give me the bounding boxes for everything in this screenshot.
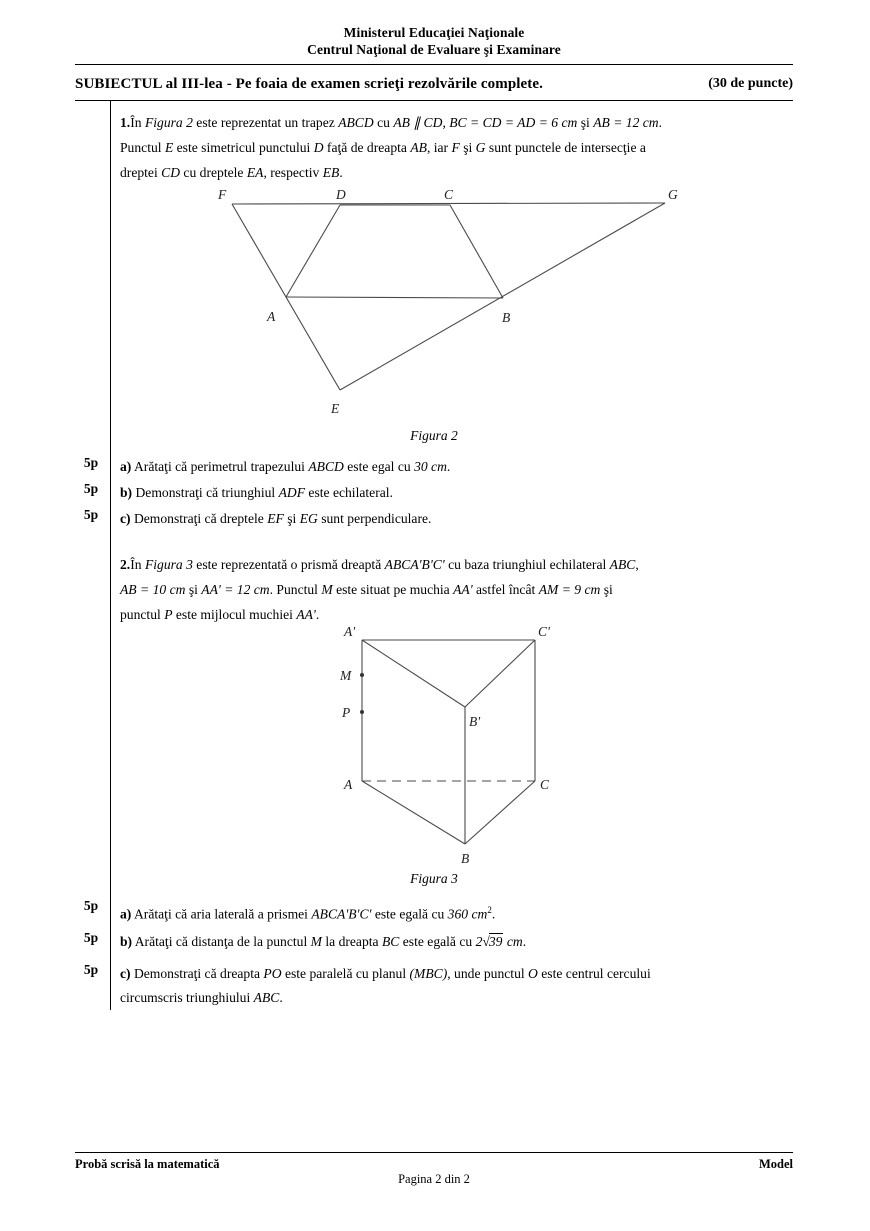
figure3-label-M: M — [340, 668, 352, 683]
p2-prism: ABCA'B'C' — [384, 557, 445, 572]
a2c-t3: , unde punctul — [447, 966, 529, 981]
a1a-t3: . — [446, 459, 451, 474]
p2-t1: În — [130, 557, 145, 572]
segment-BpCp — [465, 640, 535, 707]
p1-figure-ref: Figura 2 — [144, 115, 193, 130]
p1-pt-G: G — [475, 140, 486, 155]
figure3-label-Bprime: B' — [469, 714, 481, 729]
p2-len-AM: AM = 9 cm — [538, 582, 601, 597]
a2c-l2m: ABC — [253, 990, 280, 1005]
a2b-radical-coef: 2 — [475, 934, 483, 949]
figure-2-caption: Figura 2 — [410, 428, 458, 443]
answer-text-2b — [120, 930, 788, 954]
segment-AB-base — [362, 781, 465, 844]
figure2-label-C: C — [444, 187, 454, 202]
p2-t4: , — [635, 557, 639, 572]
figure3-label-B: B — [461, 851, 470, 866]
p1-l2a: Punctul — [120, 140, 165, 155]
point-M-dot — [360, 673, 364, 677]
a2b-t1: Arătaţi că distanţa de la punctul — [132, 934, 311, 949]
p1-lengths-2: AB = 12 cm — [593, 115, 659, 130]
p1-t6: . — [658, 115, 663, 130]
footer-left-text: Probă scrisă la matematică — [75, 1157, 220, 1171]
p1-l2c: faţă de dreapta — [323, 140, 411, 155]
label-1a: a) — [120, 459, 132, 474]
points-1a: 5p — [83, 455, 99, 470]
label-1c: c) — [120, 511, 131, 526]
a1a-t2: este egal cu — [343, 459, 415, 474]
p2-t3: cu baza triunghiul echilateral — [444, 557, 610, 572]
a2b-unit: cm — [503, 934, 523, 949]
a1b-t1: Demonstraţi că triunghiul — [132, 485, 279, 500]
figure2-label-E: E — [331, 401, 340, 416]
a2c-l2a: circumscris triunghiului — [120, 990, 254, 1005]
p1-lengths-1: BC = CD = AD = 6 cm — [449, 115, 578, 130]
label-2a: a) — [120, 906, 132, 922]
points-2c: 5p — [83, 962, 99, 977]
subject-title: SUBIECTUL al III-lea - Pe foaia de examen scrieţi rezolvările complete. — [75, 75, 543, 92]
figure2-label-F: F — [218, 187, 227, 202]
a2b-t4: . — [522, 934, 527, 949]
a1c-m1: EF — [267, 511, 284, 526]
a2c-m1: PO — [263, 966, 282, 981]
answer-text-2c — [120, 962, 788, 1010]
a1a-m1: ABCD — [308, 459, 344, 474]
label-1b: b) — [120, 485, 133, 500]
p1-t2: este reprezentat un trapez — [192, 115, 339, 130]
a2a-m1: ABCA'B'C' — [311, 906, 372, 922]
p2-l3c: . — [315, 607, 320, 622]
a1b-m1: ADF — [278, 485, 306, 500]
a1a-m2: 30 cm — [414, 459, 447, 474]
p2-t2: este reprezentată o prismă dreaptă — [192, 557, 385, 572]
p2-l3a: punctul — [120, 607, 165, 622]
p1-pt-E: E — [164, 140, 174, 155]
p1-parallel: AB ∥ CD — [393, 115, 443, 130]
problem-1-number: 1. — [120, 115, 131, 130]
a2c-m2: (MBC) — [409, 966, 448, 981]
p1-l2b: este simetricul punctului — [173, 140, 314, 155]
a2b-m2: BC — [381, 934, 400, 949]
center-line: Centrul Naţional de Evaluare şi Examinare — [307, 42, 561, 57]
p2-l2b: şi — [185, 582, 202, 597]
a1b-t2: este echilateral. — [305, 485, 393, 500]
points-2b: 5p — [83, 930, 99, 945]
p2-l2e: este situat pe muchia — [332, 582, 454, 597]
p1-l3d: . — [339, 165, 343, 180]
p1-quad: ABCD — [338, 115, 374, 130]
points-1c: 5p — [83, 507, 99, 522]
ministry-line: Ministerul Educaţiei Naţionale — [343, 25, 525, 40]
p1-t4: , — [442, 115, 450, 130]
footer-page-number: Pagina 2 din 2 — [398, 1172, 470, 1186]
points-1b: 5p — [83, 481, 99, 496]
figure2-label-D: D — [336, 187, 346, 202]
p2-l2c: AA' = 12 cm — [201, 582, 270, 597]
a2b-t3: este egală cu — [399, 934, 476, 949]
footer-row — [75, 1157, 793, 1172]
p1-seg-EB: EB — [322, 165, 340, 180]
a1a-t1: Arătaţi că perimetrul trapezului — [131, 459, 309, 474]
figure2-label-G: G — [668, 187, 678, 202]
p2-edge-AAp: AA' — [453, 582, 473, 597]
footer-right-text: Model — [758, 1157, 793, 1171]
p1-l3a: dreptei — [120, 165, 162, 180]
answer-text-2a — [120, 898, 788, 927]
label-2b: b) — [120, 934, 133, 949]
p2-l3b: este mijlocul muchiei — [172, 607, 297, 622]
label-2c: c) — [120, 966, 131, 981]
footer-rule — [75, 1152, 793, 1153]
a2c-m3: O — [528, 966, 538, 981]
p2-pt-P: P — [164, 607, 173, 622]
a1c-m2: EG — [299, 511, 318, 526]
p2-base: ABC — [609, 557, 636, 572]
a1c-t3: sunt perpendiculare. — [317, 511, 432, 526]
p2-l2f: astfel încât — [472, 582, 539, 597]
figure2-label-B: B — [502, 310, 511, 325]
figure3-label-Aprime: A' — [344, 624, 356, 639]
p1-seg-AB: AB — [410, 140, 427, 155]
a2c-l2b: . — [279, 990, 283, 1005]
figure3-label-C: C — [540, 777, 550, 792]
subject-points: (30 de puncte) — [708, 76, 793, 91]
figure3-label-A: A — [344, 777, 353, 792]
p1-t5: şi — [577, 115, 594, 130]
p1-l3c: , respectiv — [263, 165, 323, 180]
figure-3-caption: Figura 3 — [410, 871, 458, 886]
a2b-radical: 2√39 — [475, 934, 503, 949]
figure3-label-P: P — [342, 705, 351, 720]
a2c-t4: este centrul cercului — [537, 966, 651, 981]
p2-pt-M: M — [321, 582, 333, 597]
p2-l2a: AB = 10 cm — [120, 582, 186, 597]
p1-t3: cu — [373, 115, 394, 130]
a2a-t2: este egală cu — [371, 906, 448, 922]
p1-seg-EA: EA — [246, 165, 264, 180]
p1-l2e: şi — [459, 140, 476, 155]
p1-l3b: cu dreptele — [180, 165, 247, 180]
p1-l2d: , iar — [426, 140, 452, 155]
figure2-label-A: A — [267, 309, 276, 324]
p1-pt-F: F — [451, 140, 460, 155]
a2a-t3: . — [491, 906, 496, 922]
p1-l2f: sunt punctele de intersecţie a — [485, 140, 646, 155]
a2b-radical-value: 39 — [488, 934, 503, 949]
p1-pt-D: D — [313, 140, 324, 155]
figure3-label-Cprime: C' — [538, 624, 550, 639]
p1-t1: În — [130, 115, 145, 130]
a2a-exponent: 2 — [487, 905, 492, 915]
p1-seg-CD: CD — [161, 165, 181, 180]
segment-BC-base — [465, 781, 535, 844]
a2b-m1: M — [310, 934, 322, 949]
segment-ApBp — [362, 640, 465, 707]
p2-l2d: . Punctul — [269, 582, 322, 597]
a2c-t1: Demonstraţi că dreapta — [130, 966, 264, 981]
a1c-t2: şi — [283, 511, 300, 526]
points-2a: 5p — [83, 898, 99, 913]
a2a-m2: 360 cm — [447, 906, 488, 922]
a1c-t1: Demonstraţi că dreptele — [130, 511, 268, 526]
p2-edge-AAp2: AA' — [296, 607, 316, 622]
p2-figure-ref: Figura 3 — [144, 557, 193, 572]
a2b-t2: la dreapta — [321, 934, 382, 949]
p2-l2g: şi — [600, 582, 613, 597]
a2a-t1: Arătaţi că aria laterală a prismei — [131, 906, 312, 922]
a2c-t2: este paralelă cu planul — [281, 966, 410, 981]
problem-2-number: 2. — [120, 557, 131, 572]
point-P-dot — [360, 710, 364, 714]
